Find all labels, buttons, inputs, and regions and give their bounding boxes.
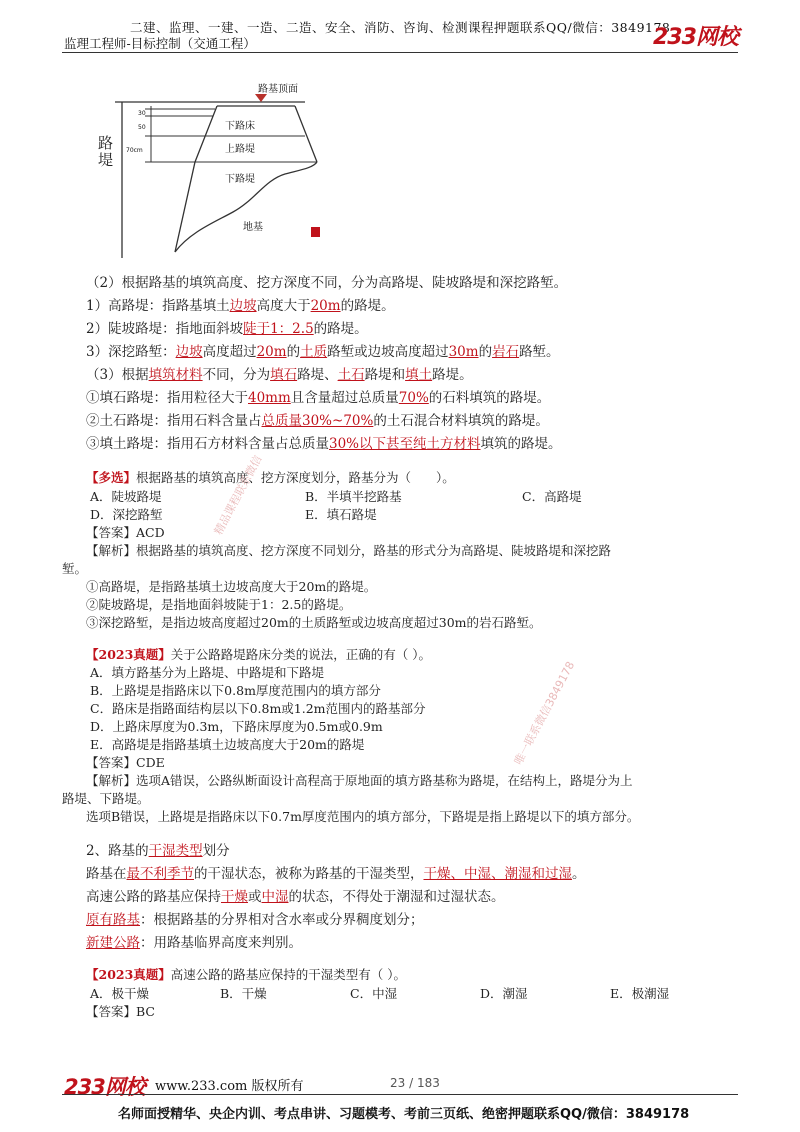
para-3-1: ①填石路堤：指用粒径大于40mm且含量超过总质量70%的石料填筑的路堤。 <box>86 390 551 406</box>
q1-answer: 【答案】ACD <box>86 525 165 540</box>
section2-title: 2、路基的干湿类型划分 <box>86 843 230 859</box>
header-divider <box>62 52 738 53</box>
label-ground: 地基 <box>243 222 263 233</box>
q1-analysis-5: ③深挖路堑，是指边坡高度超过20m的土质路堑或边坡高度超过30m的岩石路堑。 <box>86 615 542 630</box>
section2-line-4: 新建公路：用路基临界高度来判别。 <box>86 935 302 951</box>
q2-option-d: D．上路床厚度为0.3m，下路床厚度为0.5m或0.9m <box>90 719 383 734</box>
para-2-2: 2）陡坡路堤：指地面斜坡陡于1：2.5的路堤。 <box>86 321 368 337</box>
section2-line-2: 高速公路的路基应保持干燥或中湿的状态，不得处于潮湿和过湿状态。 <box>86 889 505 905</box>
q3-option-b: B．干燥 <box>220 986 267 1001</box>
footer-bottom-line: 名师面授精华、央企内训、考点串讲、习题模考、考前三页纸、绝密押题联系QQ/微信：3849178 <box>118 1107 690 1122</box>
q3-option-c: C．中湿 <box>350 986 398 1001</box>
label-upper-embankment: 上路堤 <box>225 144 255 155</box>
q3-stem: 【2023真题】高速公路的路基应保持的干湿类型有（ ）。 <box>86 967 407 982</box>
q3-answer: 【答案】BC <box>86 1004 155 1019</box>
embankment-diagram <box>95 82 335 262</box>
q1-option-c: C．高路堤 <box>522 489 582 504</box>
section2-line-1: 路基在最不利季节的干湿状态，被称为路基的干湿类型，干燥、中湿、潮湿和过湿。 <box>86 866 586 882</box>
dim-label-50: 50 <box>138 124 146 131</box>
q1-analysis-3: ①高路堤，是指路基填土边坡高度大于20m的路堤。 <box>86 579 377 594</box>
header-logo <box>653 20 738 51</box>
q1-analysis-1: 【解析】根据路基的填筑高度、挖方深度不同划分，路基的形式分为高路堤、陡坡路堤和深挖路 <box>86 543 612 558</box>
footer-divider <box>62 1094 738 1095</box>
q1-option-d: D．深挖路堑 <box>90 507 163 522</box>
q1-analysis-4: ②陡坡路堤，是指地面斜坡陡于1：2.5的路堤。 <box>86 597 352 612</box>
q2-option-b: B．上路堤是指路床以下0.8m厚度范围内的填方部分 <box>90 683 381 698</box>
para-3-intro: （3）根据填筑材料不同，分为填石路堤、土石路堤和填土路堤。 <box>86 367 473 383</box>
label-embankment-vertical: 路堤 <box>98 134 114 169</box>
q2-option-c: C．路床是指路面结构层以下0.8m或1.2m范围内的路基部分 <box>90 701 426 716</box>
dim-label-70: 70cm <box>126 147 143 154</box>
section2-line-3: 原有路基：根据路基的分界相对含水率或分界稠度划分； <box>86 912 424 928</box>
para-3-2: ②土石路堤：指用石料含量占总质量30%~70%的土石混合材料填筑的路堤。 <box>86 413 549 429</box>
q1-analysis-2: 堑。 <box>62 561 88 576</box>
q2-option-a: A．填方路基分为上路堤、中路堤和下路堤 <box>90 665 325 680</box>
left-slope <box>175 106 217 252</box>
footer-logo: 233网校 <box>64 1075 145 1099</box>
watermark-2: 唯一联系微信3849178 <box>511 659 578 768</box>
q1-stem: 【多选】根据路基的填筑高度、挖方深度划分，路基分为（ ）。 <box>86 470 455 485</box>
q1-option-b: B．半填半挖路基 <box>305 489 402 504</box>
q1-option-a: A．陡坡路堤 <box>90 489 162 504</box>
q2-analysis-2: 路堤、下路堤。 <box>62 791 150 806</box>
header-top-line: 二建、监理、一建、一造、二造、安全、消防、咨询、检测课程押题联系QQ/微信：3849178 <box>130 20 671 35</box>
watermark-1: 精品课程联系微信 <box>211 453 265 538</box>
q3-option-a: A．极干燥 <box>90 986 150 1001</box>
label-lower-bed: 下路床 <box>225 121 255 132</box>
top-marker-icon <box>255 94 267 102</box>
para-2-1: 1）高路堤：指路基填土边坡高度大于20m的路堤。 <box>86 298 395 314</box>
para-3-3: ③填土路堤：指用石方材料含量占总质量30%以下甚至纯土方材料填筑的路堤。 <box>86 436 562 452</box>
label-top-surface: 路基顶面 <box>258 84 298 95</box>
para-2-3: 3）深挖路堑：边坡高度超过20m的土质路堑或边坡高度超过30m的岩石路堑。 <box>86 344 560 360</box>
q3-option-d: D．潮湿 <box>480 986 528 1001</box>
q2-analysis-3: 选项B错误，上路堤是指路床以下0.7m厚度范围内的填方部分，下路堤是指上路堤以下的填方部分。 <box>86 809 640 824</box>
para-2-intro: （2）根据路基的填筑高度、挖方深度不同，分为高路堤、陡坡路堤和深挖路堑。 <box>86 275 568 291</box>
dim-label-30: 30 <box>138 110 146 117</box>
q2-analysis-1: 【解析】选项A错误，公路纵断面设计高程高于原地面的填方路基称为路堤，在结构上，路堤分为上 <box>86 773 633 788</box>
red-square-icon <box>311 227 320 237</box>
footer-site: www.233.com 版权所有 <box>155 1079 304 1094</box>
label-lower-embankment: 下路堤 <box>225 174 255 185</box>
q2-answer: 【答案】CDE <box>86 755 165 770</box>
right-slope <box>295 106 317 162</box>
header-subtitle: 监理工程师-目标控制（交通工程） <box>64 36 256 51</box>
header-logo-text: 233网校 <box>653 25 738 50</box>
q1-option-e: E．填石路堤 <box>305 507 377 522</box>
page-number: 23 / 183 <box>390 1076 440 1090</box>
q3-option-e: E．极潮湿 <box>610 986 670 1001</box>
q2-option-e: E．高路堤是指路基填土边坡高度大于20m的路堤 <box>90 737 365 752</box>
q2-stem: 【2023真题】关于公路路堤路床分类的说法，正确的有（ ）。 <box>86 647 432 662</box>
